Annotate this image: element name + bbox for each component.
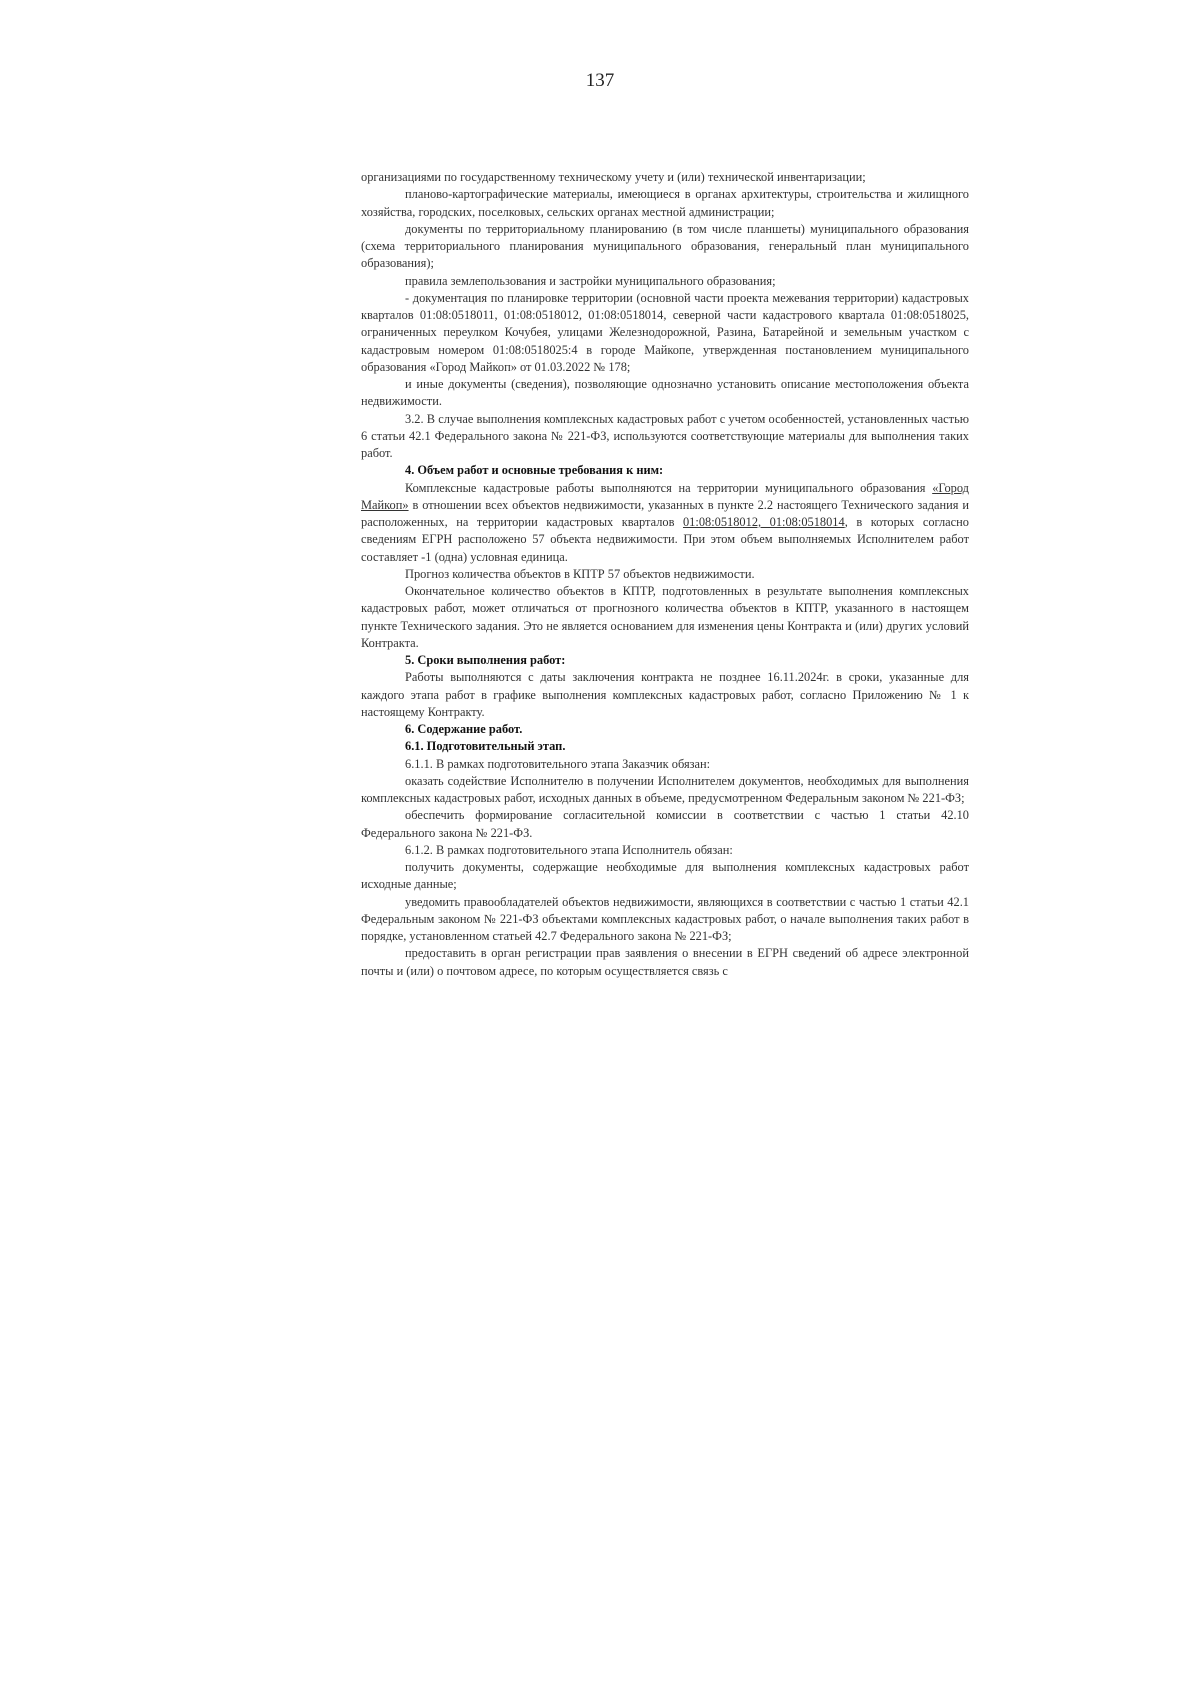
paragraph	[361, 480, 969, 566]
subsection-heading: 6.1. Подготовительный этап.	[405, 739, 566, 754]
section-heading: 6. Содержание работ.	[405, 722, 523, 736]
paragraph: получить документы, содержащие необходимые для выполнения комплексных кадастровых работ исходные данные;	[361, 860, 969, 892]
paragraph: Прогноз количества объектов в КПТР 57 объектов недвижимости.	[405, 566, 755, 581]
paragraph: оказать содействие Исполнителю в получении Исполнителем документов, необходимых для выполнения комплексных кадастровых работ, исходных данных в объеме, предусмотренном Федеральным законом № 221-ФЗ;	[361, 773, 969, 805]
paragraph: правила землепользования и застройки муниципального образования;	[405, 273, 776, 288]
text-run: , в которых согласно сведениям ЕГРН расположено 57 объекта недвижимости. При этом объем выполняемых Исполнителем работ составляет -1 (одна) условная единица.	[361, 515, 970, 564]
paragraph: Работы выполняются с даты заключения контракта не позднее 16.11.2024г. в сроки, указанные для каждого этапа работ в графике выполнения комплексных кадастровых работ, согласно Приложению № 1 к настоящему Контракту.	[361, 670, 969, 719]
paragraph: документы по территориальному планированию (в том числе планшеты) муниципального образования (схема территориального планирования муниципального образования, генеральный план муниципального образования);	[361, 221, 969, 271]
paragraph: и иные документы (сведения), позволяющие однозначно установить описание местоположения объекта недвижимости.	[361, 377, 969, 409]
text-run: в отношении всех объектов недвижимости, указанных в пункте 2.2 настоящего Технического задания и расположенных, на территории кадастровых кварталов	[361, 497, 969, 529]
paragraph: Окончательное количество объектов в КПТР, подготовленных в результате выполнения комплексных кадастровых работ, может отличаться от прогнозного количества объектов в КПТР, указанного в настоящем пункте Технического задания. Это не является основанием для изменения цены Контракта и (или) других условий Контракта.	[361, 584, 969, 650]
document-body	[361, 169, 969, 980]
page-number: 137	[585, 70, 615, 91]
paragraph: 6.1.1. В рамках подготовительного этапа Заказчик обязан:	[405, 756, 711, 771]
paragraph: - документация по планировке территории (основной части проекта межевания территории) кадастровых кварталов 01:08:0518011, 01:08:0518012, 01:08:0518014, северной части кадастрового квартала 01:08:0518025, ограниченных переулком Кочубея, улицами Железнодорожной, Разина, Батарейной и земельным участком с кадастровым номером 01:08:0518025:4 в городе Майкопе, утвержденная постановлением муниципального образования «Город Майкоп» от 01.03.2022 № 178;	[361, 290, 969, 374]
section-heading: 5. Сроки выполнения работ:	[405, 653, 566, 667]
paragraph: 6.1.2. В рамках подготовительного этапа Исполнитель обязан:	[405, 842, 733, 857]
paragraph: 3.2. В случае выполнения комплексных кадастровых работ с учетом особенностей, установленных частью 6 статьи 42.1 Федерального закона № 221-ФЗ, используются соответствующие материалы для выполнения таких работ.	[361, 411, 969, 460]
text-run: Комплексные кадастровые работы выполняются на территории муниципального образования	[405, 480, 933, 495]
paragraph: обеспечить формирование согласительной комиссии в соответствии с частью 1 статьи 42.10 Федерального закона № 221-ФЗ.	[361, 808, 969, 840]
paragraph: организациями по государственному техническому учету и (или) технической инвентаризации;	[361, 170, 866, 184]
paragraph: планово-картографические материалы, имеющиеся в органах архитектуры, строительства и жилищного хозяйства, городских, поселковых, сельских органах местной администрации;	[361, 187, 969, 219]
paragraph: предоставить в орган регистрации прав заявления о внесении в ЕГРН сведений об адресе электронной почты и (или) о почтовом адресе, по которым осуществляется связь с	[361, 946, 969, 978]
paragraph: уведомить правообладателей объектов недвижимости, являющихся в соответствии с частью 1 статьи 42.1 Федеральным законом № 221-ФЗ объектами комплексных кадастровых работ, о начале выполнения таких работ в порядке, установленном статьей 42.7 Федерального закона № 221-ФЗ;	[361, 894, 969, 943]
section-heading: 4. Объем работ и основные требования к ним:	[405, 463, 664, 478]
underlined-cadastral-quarters: 01:08:0518012, 01:08:0518014	[682, 515, 845, 529]
underlined-municipality-name: «Город Майкоп»	[361, 480, 969, 512]
